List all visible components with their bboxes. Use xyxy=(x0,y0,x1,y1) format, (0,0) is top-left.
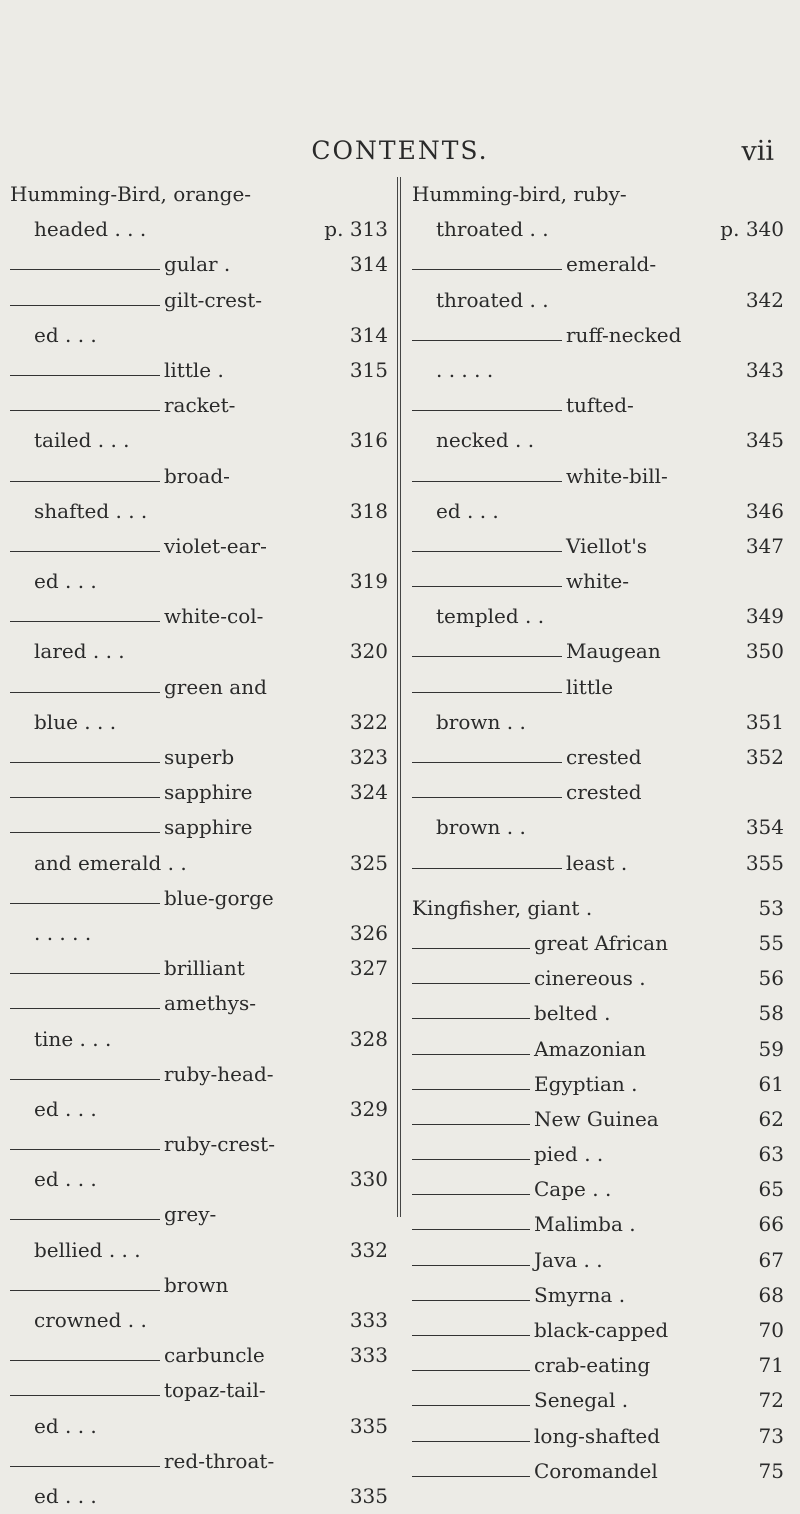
index-entry xyxy=(412,1313,784,1348)
entry-page-number: 70 xyxy=(758,1318,784,1342)
entry-text: brown . . xyxy=(436,709,526,734)
entry-text: topaz-tail- xyxy=(164,1378,266,1403)
entry-text: little xyxy=(566,674,614,699)
entry-text: red-throat- xyxy=(164,1448,275,1473)
entry-page-number: 65 xyxy=(758,1177,784,1202)
index-entry xyxy=(10,599,388,634)
entry-page-number: p. 340 xyxy=(720,217,784,242)
index-entry xyxy=(412,1383,784,1418)
index-entry xyxy=(412,1419,784,1454)
entry-page-number: 355 xyxy=(745,850,784,875)
index-entry xyxy=(412,740,784,775)
entry-page-number: 59 xyxy=(758,1036,784,1061)
entry-page-number: 315 xyxy=(349,357,388,382)
ditto-rule xyxy=(10,1466,160,1467)
ditto-rule xyxy=(10,692,160,693)
entry-text: lared . . . xyxy=(34,639,125,664)
index-entry xyxy=(10,388,388,423)
ditto-rule xyxy=(10,797,160,798)
entry-text: Amazonian xyxy=(534,1036,646,1061)
index-entry xyxy=(10,986,388,1021)
index-entry xyxy=(412,1172,784,1207)
entry-page-number: 330 xyxy=(349,1167,388,1192)
entry-page-number: 352 xyxy=(745,745,784,769)
index-entry xyxy=(412,961,784,996)
index-entry xyxy=(412,212,784,247)
index-entry xyxy=(412,775,784,810)
entry-text: bellied . . . xyxy=(34,1237,141,1262)
index-entry xyxy=(10,1444,388,1479)
ditto-rule xyxy=(412,1405,530,1406)
index-entry xyxy=(10,951,388,986)
entry-text: New Guinea xyxy=(534,1106,659,1131)
entry-text: Maugean xyxy=(566,639,661,664)
index-entry xyxy=(412,1454,784,1489)
ditto-rule xyxy=(10,269,160,270)
index-entry xyxy=(412,283,784,318)
ditto-rule xyxy=(412,1441,530,1442)
entry-text: violet-ear- xyxy=(164,533,267,558)
ditto-rule xyxy=(412,1124,530,1125)
index-entry xyxy=(10,1022,388,1057)
index-entry xyxy=(10,1057,388,1092)
entry-text: ed . . . xyxy=(34,1413,97,1438)
index-entry xyxy=(10,212,388,247)
entry-text: superb xyxy=(164,745,235,769)
index-entry xyxy=(412,318,784,353)
ditto-rule xyxy=(10,375,160,376)
entry-text: Egyptian . xyxy=(534,1071,638,1096)
entry-text: grey- xyxy=(164,1202,217,1227)
entry-text: sapphire xyxy=(164,780,253,805)
entry-text: brown . . xyxy=(436,815,526,840)
ditto-rule xyxy=(412,797,562,798)
entry-page-number: 55 xyxy=(758,930,784,955)
entry-text: ed . . . xyxy=(34,322,97,347)
index-entry xyxy=(412,891,784,926)
entry-text: Cape . . xyxy=(534,1177,612,1202)
index-entry xyxy=(412,599,784,634)
entry-text: Malimba . xyxy=(534,1212,636,1237)
index-entry xyxy=(10,564,388,599)
index-entry xyxy=(412,1137,784,1172)
index-entry xyxy=(10,529,388,564)
right-column xyxy=(412,177,784,1483)
entry-page-number: 61 xyxy=(758,1071,784,1096)
entry-text: Java . . xyxy=(534,1247,603,1272)
entry-text: ed . . . xyxy=(34,1483,97,1508)
ditto-rule xyxy=(10,481,160,482)
index-entry xyxy=(10,1479,388,1514)
left-entries xyxy=(10,177,388,1514)
ditto-rule xyxy=(10,551,160,552)
entry-text: brilliant xyxy=(164,956,245,981)
entry-text: emerald- xyxy=(566,252,657,277)
entry-page-number: 332 xyxy=(349,1237,388,1262)
index-entry xyxy=(412,1243,784,1278)
index-entry xyxy=(10,1092,388,1127)
ditto-rule xyxy=(412,586,562,587)
entry-text: least . xyxy=(566,850,628,875)
entry-page-number: 322 xyxy=(349,709,388,734)
column-divider xyxy=(397,177,401,1217)
ditto-rule xyxy=(10,1395,160,1396)
entry-text: headed . . . xyxy=(34,217,147,242)
index-entry xyxy=(10,1338,388,1373)
ditto-rule xyxy=(412,948,530,949)
index-entry xyxy=(10,1303,388,1338)
ditto-rule xyxy=(10,1219,160,1220)
index-entry xyxy=(412,996,784,1031)
ditto-rule xyxy=(412,340,562,341)
entry-page-number: 335 xyxy=(349,1413,388,1438)
entry-text: . . . . . xyxy=(34,920,92,945)
index-entry xyxy=(412,529,784,564)
entry-text: little . xyxy=(164,357,224,382)
index-entry xyxy=(10,1373,388,1408)
contents-heading: CONTENTS. xyxy=(311,136,489,165)
entry-text: green and xyxy=(164,674,267,699)
entry-page-number: 63 xyxy=(758,1142,784,1167)
entry-page-number: 335 xyxy=(349,1483,388,1508)
entry-page-number: 326 xyxy=(349,920,388,945)
entry-text: gilt-crest- xyxy=(164,287,263,312)
entry-text: white-col- xyxy=(164,604,264,629)
index-entry xyxy=(10,247,388,282)
entry-text: throated . . xyxy=(436,217,549,242)
entry-text: black-capped xyxy=(534,1318,669,1342)
index-entry xyxy=(412,1348,784,1383)
ditto-rule xyxy=(10,832,160,833)
entry-page-number: 347 xyxy=(745,533,784,558)
entry-text: white-bill- xyxy=(566,463,668,488)
index-entry xyxy=(412,634,784,669)
entry-page-number: 351 xyxy=(745,709,784,734)
entry-text: ruff-necked xyxy=(566,322,682,347)
entry-page-number: p. 313 xyxy=(324,217,388,242)
index-entry xyxy=(10,353,388,388)
ditto-rule xyxy=(10,305,160,306)
entry-text: templed . . xyxy=(436,604,545,629)
index-entry xyxy=(412,670,784,705)
humming-bird-entries xyxy=(412,177,784,881)
index-entry xyxy=(10,634,388,669)
entry-text: ruby-head- xyxy=(164,1061,274,1086)
entry-page-number: 67 xyxy=(758,1247,784,1272)
entry-text: long-shafted xyxy=(534,1423,661,1448)
index-entry xyxy=(10,494,388,529)
entry-text: necked . . xyxy=(436,428,535,453)
index-entry xyxy=(412,810,784,845)
ditto-rule xyxy=(412,983,530,984)
index-entry xyxy=(10,318,388,353)
entry-text: crowned . . xyxy=(34,1308,147,1332)
left-column xyxy=(10,177,388,1508)
entry-page-number: 350 xyxy=(745,639,784,664)
ditto-rule xyxy=(412,551,562,552)
index-entry xyxy=(10,740,388,775)
ditto-rule xyxy=(412,762,562,763)
index-entry xyxy=(10,1409,388,1444)
ditto-rule xyxy=(412,1476,530,1477)
entry-text: great African xyxy=(534,930,668,955)
entry-text: blue-gorge xyxy=(164,885,274,910)
entry-text: Humming-bird, ruby- xyxy=(412,182,627,206)
entry-page-number: 62 xyxy=(758,1106,784,1131)
ditto-rule xyxy=(412,1229,530,1230)
entry-text: and emerald . . xyxy=(34,850,187,875)
entry-text: tufted- xyxy=(566,393,634,418)
entry-page-number: 327 xyxy=(349,956,388,981)
entry-text: cinereous . xyxy=(534,966,646,991)
entry-page-number: 342 xyxy=(745,287,784,312)
ditto-rule xyxy=(10,1008,160,1009)
entry-text: ed . . . xyxy=(436,498,499,523)
entry-text: crested xyxy=(566,745,642,769)
index-entry xyxy=(412,1067,784,1102)
ditto-rule xyxy=(10,903,160,904)
ditto-rule xyxy=(10,762,160,763)
index-entry xyxy=(10,459,388,494)
ditto-rule xyxy=(412,868,562,869)
index-entry xyxy=(10,670,388,705)
entry-page-number: 66 xyxy=(758,1212,784,1237)
entry-page-number: 320 xyxy=(349,639,388,664)
index-entry xyxy=(10,177,388,212)
entry-text: Senegal . xyxy=(534,1388,629,1413)
index-entry xyxy=(412,846,784,881)
entry-page-number: 319 xyxy=(349,569,388,594)
index-entry xyxy=(412,423,784,458)
entry-page-number: 325 xyxy=(349,850,388,875)
entry-text: sapphire xyxy=(164,815,253,840)
entry-page-number: 75 xyxy=(758,1458,784,1483)
ditto-rule xyxy=(10,621,160,622)
index-entry xyxy=(412,388,784,423)
index-entry xyxy=(10,1162,388,1197)
ditto-rule xyxy=(10,1079,160,1080)
index-entry xyxy=(10,1127,388,1162)
entry-text: broad- xyxy=(164,463,230,488)
entry-text: throated . . xyxy=(436,287,549,312)
index-entry xyxy=(412,1207,784,1242)
entry-page-number: 324 xyxy=(349,780,388,805)
entry-text: white- xyxy=(566,569,630,594)
index-entry xyxy=(10,881,388,916)
index-entry xyxy=(10,1268,388,1303)
entry-page-number: 58 xyxy=(758,1001,784,1026)
entry-page-number: 343 xyxy=(745,357,784,382)
ditto-rule xyxy=(10,410,160,411)
entry-text: tailed . . . xyxy=(34,428,130,453)
ditto-rule xyxy=(412,481,562,482)
entry-text: tine . . . xyxy=(34,1026,112,1051)
ditto-rule xyxy=(10,973,160,974)
entry-page-number: 333 xyxy=(349,1308,388,1332)
entry-text: Coromandel xyxy=(534,1458,658,1483)
entry-text: pied . . xyxy=(534,1142,604,1167)
entry-text: Kingfisher, giant . xyxy=(412,895,593,920)
index-entry xyxy=(412,1102,784,1137)
ditto-rule xyxy=(10,1290,160,1291)
entry-text: crested xyxy=(566,780,642,805)
index-entry xyxy=(10,1233,388,1268)
entry-text: Humming-Bird, orange- xyxy=(10,182,252,206)
index-entry xyxy=(412,177,784,212)
entry-text: ed . . . xyxy=(34,1167,97,1192)
entry-text: Viellot's xyxy=(566,533,647,558)
ditto-rule xyxy=(10,1149,160,1150)
ditto-rule xyxy=(412,1054,530,1055)
ditto-rule xyxy=(412,1370,530,1371)
entry-page-number: 345 xyxy=(745,428,784,453)
entry-page-number: 316 xyxy=(349,428,388,453)
index-entry xyxy=(412,564,784,599)
ditto-rule xyxy=(412,1194,530,1195)
entry-text: shafted . . . xyxy=(34,498,148,523)
entry-page-number: 354 xyxy=(745,815,784,840)
entry-text: ed . . . xyxy=(34,1096,97,1121)
page-header xyxy=(0,136,800,176)
entry-text: brown xyxy=(164,1272,229,1297)
ditto-rule xyxy=(412,692,562,693)
index-entry xyxy=(412,353,784,388)
entry-text: carbuncle xyxy=(164,1343,265,1368)
kingfisher-entries xyxy=(412,891,784,1489)
entry-text: amethys- xyxy=(164,991,256,1016)
page-number: vii xyxy=(741,136,774,167)
ditto-rule xyxy=(412,1335,530,1336)
ditto-rule xyxy=(412,1018,530,1019)
index-entry xyxy=(412,494,784,529)
index-entry xyxy=(10,775,388,810)
index-entry xyxy=(412,247,784,282)
index-entry xyxy=(10,1197,388,1232)
entry-page-number: 318 xyxy=(349,498,388,523)
index-entry xyxy=(10,846,388,881)
entry-page-number: 328 xyxy=(349,1026,388,1051)
entry-page-number: 346 xyxy=(745,498,784,523)
entry-page-number: 53 xyxy=(758,895,784,920)
entry-text: racket- xyxy=(164,393,236,418)
entry-page-number: 314 xyxy=(349,252,388,277)
index-entry xyxy=(412,926,784,961)
ditto-rule xyxy=(412,1159,530,1160)
entry-text: crab-eating xyxy=(534,1353,651,1378)
ditto-rule xyxy=(412,410,562,411)
index-entry xyxy=(412,1278,784,1313)
section-gap xyxy=(412,881,784,891)
ditto-rule xyxy=(412,656,562,657)
index-entry xyxy=(412,1032,784,1067)
entry-text: gular . xyxy=(164,252,231,277)
index-entry xyxy=(10,283,388,318)
ditto-rule xyxy=(412,1300,530,1301)
index-entry xyxy=(10,916,388,951)
entry-text: belted . xyxy=(534,1001,611,1026)
entry-text: . . . . . xyxy=(436,357,494,382)
entry-text: Smyrna . xyxy=(534,1282,626,1307)
index-entry xyxy=(10,810,388,845)
index-entry xyxy=(10,423,388,458)
ditto-rule xyxy=(10,1360,160,1361)
entry-text: blue . . . xyxy=(34,709,117,734)
entry-page-number: 314 xyxy=(349,322,388,347)
entry-text: ed . . . xyxy=(34,569,97,594)
entry-page-number: 333 xyxy=(349,1343,388,1368)
entry-page-number: 71 xyxy=(758,1353,784,1378)
index-entry xyxy=(412,705,784,740)
ditto-rule xyxy=(412,1265,530,1266)
entry-page-number: 323 xyxy=(349,745,388,769)
entry-text: ruby-crest- xyxy=(164,1132,275,1157)
entry-page-number: 56 xyxy=(758,966,784,991)
entry-page-number: 329 xyxy=(349,1096,388,1121)
entry-page-number: 349 xyxy=(745,604,784,629)
entry-page-number: 68 xyxy=(758,1282,784,1307)
ditto-rule xyxy=(412,1089,530,1090)
entry-page-number: 72 xyxy=(758,1388,784,1413)
entry-page-number: 73 xyxy=(758,1423,784,1448)
ditto-rule xyxy=(412,269,562,270)
index-entry xyxy=(412,459,784,494)
index-entry xyxy=(10,705,388,740)
